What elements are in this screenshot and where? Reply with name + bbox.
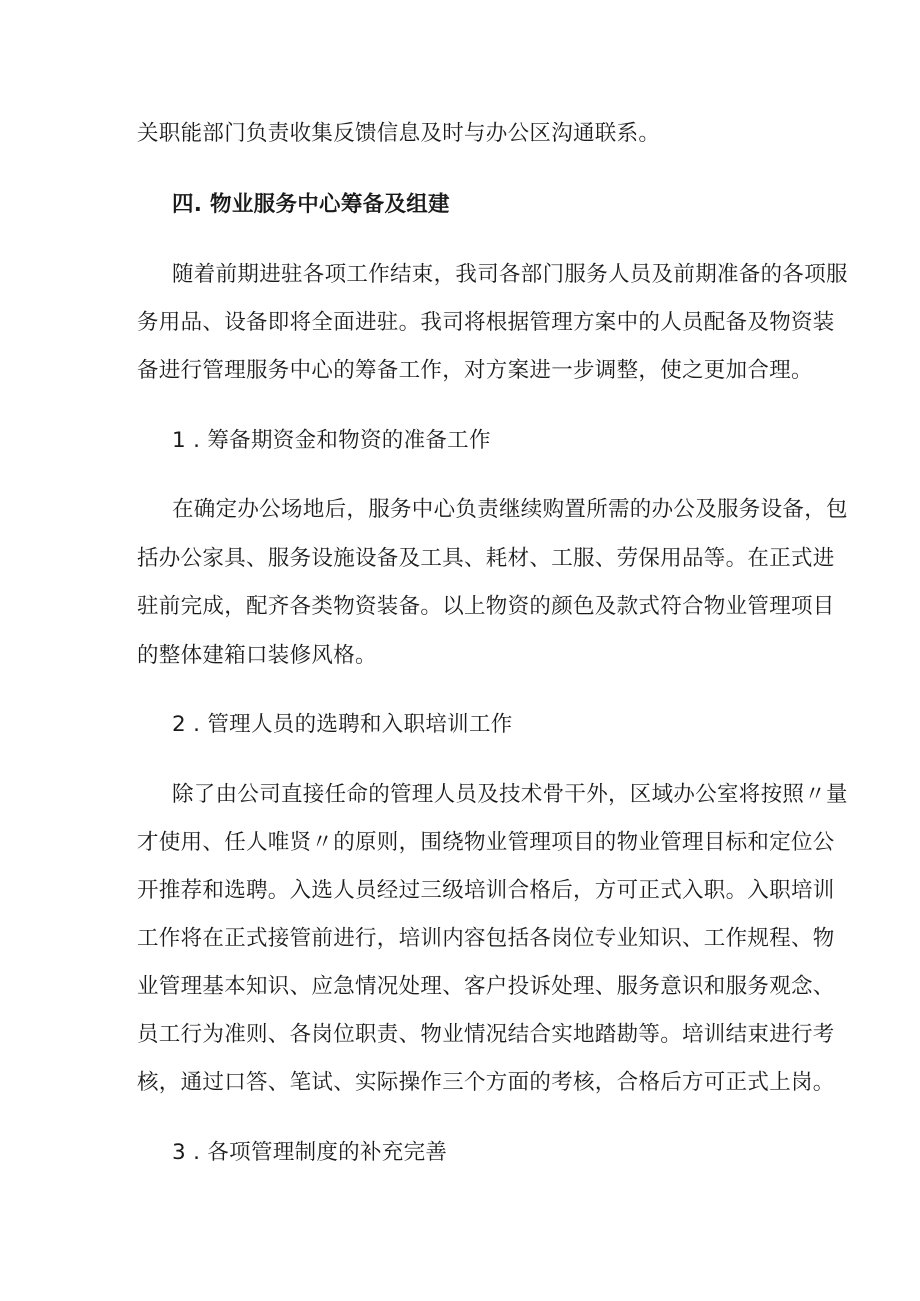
paragraph-line: 备进行管理服务中心的筹备工作，对方案进一步调整，使之更加合理。 (137, 358, 813, 383)
paragraph-line: 括办公家具、服务设施设备及工具、耗材、工服、劳保用品等。在正式进 (137, 546, 835, 571)
paragraph-line: 的整体建箱口装修风格。 (137, 643, 377, 668)
section-heading-4: 四. 物业服务中心筹备及组建 (172, 192, 450, 217)
paragraph-line: 开推荐和选聘。入选人员经过三级培训合格后，方可正式入职。入职培训 (137, 878, 835, 903)
paragraph-line: 在确定办公场地后，服务中心负责继续购置所需的办公及服务设备，包 (172, 497, 848, 522)
paragraph-line: 务用品、设备即将全面进驻。我司将根据管理方案中的人员配备及物资装 (137, 310, 835, 335)
paragraph-line: 除了由公司直接任命的管理人员及技术骨干外，区域办公室将按照〃量 (172, 782, 848, 807)
subheading-1: 1 . 筹备期资金和物资的准备工作 (172, 428, 491, 453)
paragraph-line: 业管理基本知识、应急情况处理、客户投诉处理、服务意识和服务观念、 (137, 974, 835, 999)
paragraph-line: 随着前期进驻各项工作结束，我司各部门服务人员及前期准备的各项服 (172, 262, 848, 287)
paragraph-line: 工作将在正式接管前进行，培训内容包括各岗位专业知识、工作规程、物 (137, 926, 835, 951)
subheading-2: 2 . 管理人员的选聘和入职培训工作 (172, 712, 513, 737)
paragraph-continuation-line: 关职能部门负责收集反馈信息及时与办公区沟通联系。 (137, 121, 661, 146)
paragraph-line: 才使用、任人唯贤〃的原则，围绕物业管理项目的物业管理目标和定位公 (137, 830, 835, 855)
paragraph-line: 驻前完成，配齐各类物资装备。以上物资的颜色及款式符合物业管理项目 (137, 594, 835, 619)
paragraph-line: 核，通过口答、笔试、实际操作三个方面的考核，合格后方可正式上岗。 (137, 1070, 835, 1095)
subheading-3: 3 . 各项管理制度的补充完善 (172, 1140, 448, 1165)
paragraph-line: 员工行为准则、各岗位职责、物业情况结合实地踏勘等。培训结束进行考 (137, 1022, 835, 1047)
